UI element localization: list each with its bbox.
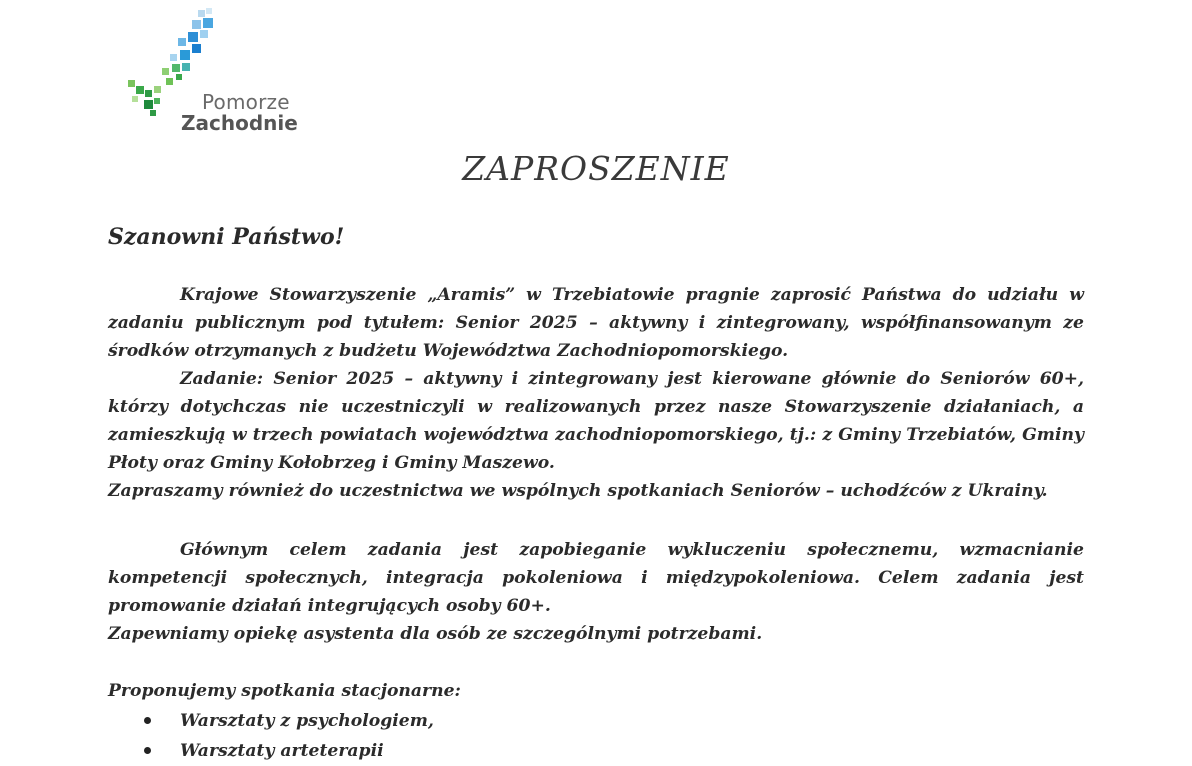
- logo-text-pomorze: Pomorze: [202, 90, 290, 114]
- list-item-label: Warsztaty z psychologiem,: [180, 711, 434, 731]
- bullet-icon: [144, 717, 151, 724]
- paragraph-intro: Krajowe Stowarzyszenie „Aramis” w Trzebiatowie pragnie zaprosić Państwa do udziału w zadaniu publicznym pod tytułem: Senior 2025 – aktywny i zintegrowany, współfinansowanym ze środków otrzymanych z budżetu Województwa Zachodniopomorskiego.: [108, 285, 1084, 361]
- greeting: Szanowni Państwo!: [108, 224, 345, 250]
- list-item: [108, 706, 434, 736]
- paragraph-assistant-care: Zapewniamy opiekę asystenta dla osób ze szczególnymi potrzebami.: [108, 624, 763, 644]
- proposals-heading: Proponujemy spotkania stacjonarne:: [108, 681, 461, 701]
- list-item: [108, 736, 434, 766]
- bullet-icon: [144, 747, 151, 754]
- logo-text-zachodnie: Zachodnie: [181, 111, 298, 135]
- paragraph-ukraine-invitation: Zapraszamy również do uczestnictwa we wspólnych spotkaniach Seniorów – uchodźców z Ukrainy.: [108, 481, 1048, 501]
- document-title: ZAPROSZENIE: [462, 149, 730, 188]
- list-item-label: Warsztaty arteterapii: [180, 741, 384, 761]
- paragraph-task-description: Zadanie: Senior 2025 – aktywny i zintegrowany jest kierowane głównie do Seniorów 60+, którzy dotychczas nie uczestniczyli w realizowanych przez nasze Stowarzyszenie działaniach, a zamieszkują w trzech powiatach województwa zachodniopomorskiego, tj.: z Gminy Trzebiatów, Gminy Płoty oraz Gminy Kołobrzeg i Gminy Maszewo.: [108, 369, 1084, 473]
- pomorze-zachodnie-logo: [118, 6, 318, 136]
- paragraph-main-goal: Głównym celem zadania jest zapobieganie wykluczeniu społecznemu, wzmacnianie kompetencji społecznych, integracja pokoleniowa i międzypokoleniowa. Celem zadania jest promowanie działań integrujących osoby 60+.: [108, 540, 1084, 616]
- proposals-list: [108, 706, 434, 766]
